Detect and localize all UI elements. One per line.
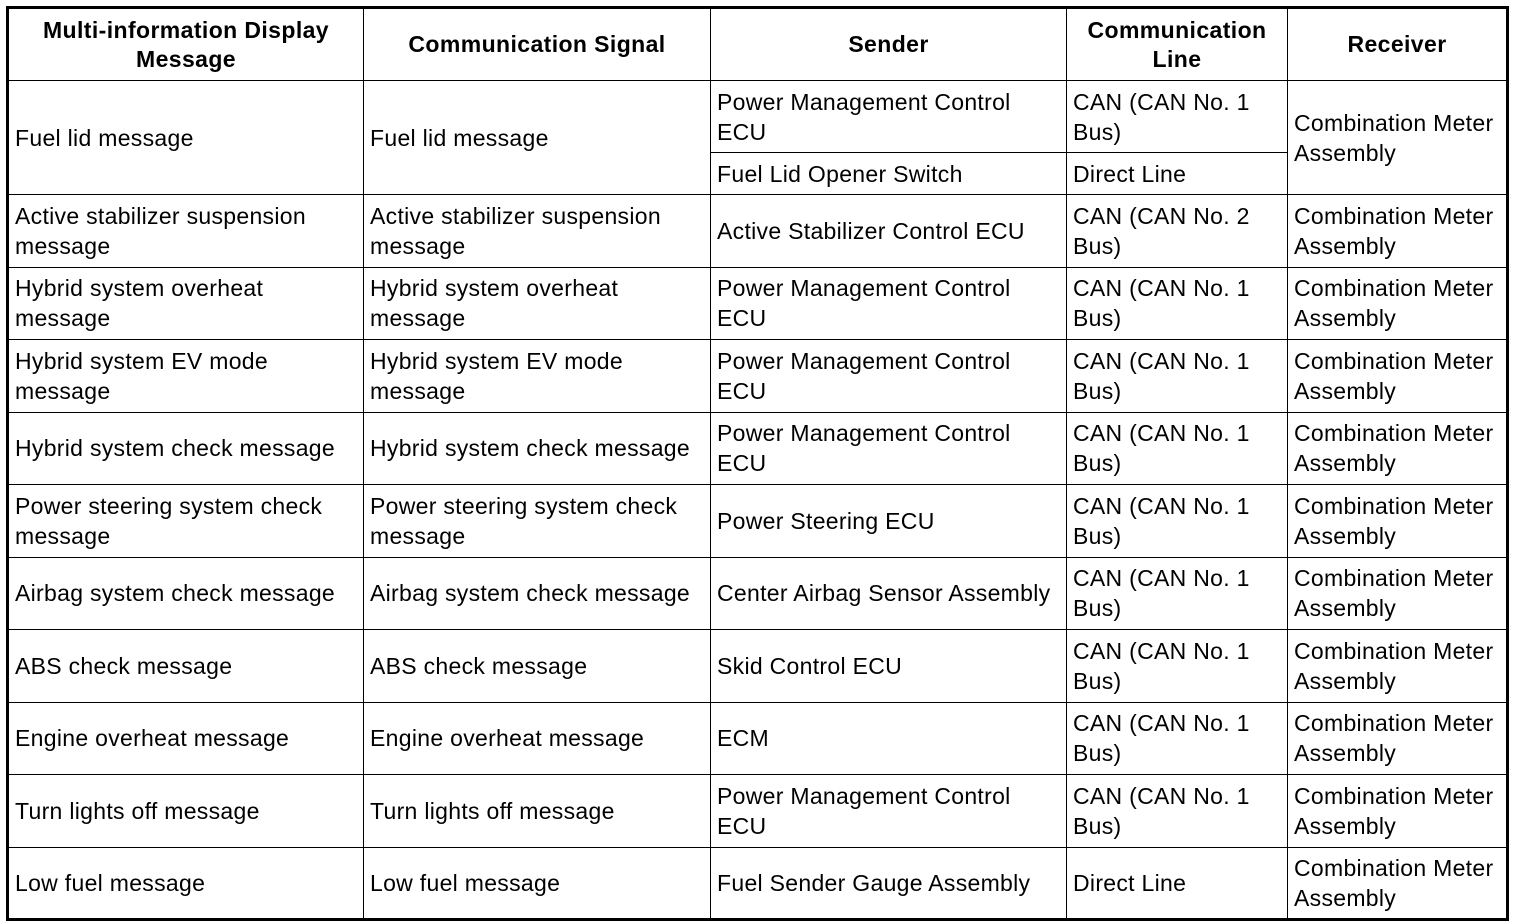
cell-receiver: Combination Meter Assembly (1288, 775, 1508, 848)
cell-sender: Center Airbag Sensor Assembly (711, 557, 1067, 630)
cell-receiver: Combination Meter Assembly (1288, 485, 1508, 558)
cell-message: Airbag system check message (8, 557, 364, 630)
cell-receiver: Combination Meter Assembly (1288, 847, 1508, 920)
cell-line: CAN (CAN No. 1 Bus) (1067, 630, 1288, 703)
cell-sender: Power Management Control ECU (711, 340, 1067, 413)
cell-message: Low fuel message (8, 847, 364, 920)
cell-line: Direct Line (1067, 153, 1288, 195)
cell-signal: Turn lights off message (364, 775, 711, 848)
cell-receiver: Combination Meter Assembly (1288, 81, 1508, 195)
cell-signal: Hybrid system check message (364, 412, 711, 485)
cell-sender: Fuel Sender Gauge Assembly (711, 847, 1067, 920)
table-row (8, 557, 1508, 630)
cell-line: CAN (CAN No. 1 Bus) (1067, 81, 1288, 153)
cell-message: ABS check message (8, 630, 364, 703)
cell-receiver: Combination Meter Assembly (1288, 630, 1508, 703)
cell-message: Engine overheat message (8, 702, 364, 775)
table-row (8, 267, 1508, 340)
header-display-message: Multi-information Display Message (8, 8, 364, 81)
cell-sender: Power Management Control ECU (711, 81, 1067, 153)
cell-message: Hybrid system check message (8, 412, 364, 485)
header-row (8, 8, 1508, 81)
cell-sender: Active Stabilizer Control ECU (711, 195, 1067, 268)
cell-line: CAN (CAN No. 1 Bus) (1067, 775, 1288, 848)
cell-line: CAN (CAN No. 1 Bus) (1067, 485, 1288, 558)
cell-sender: Fuel Lid Opener Switch (711, 153, 1067, 195)
table-row (8, 847, 1508, 920)
cell-message: Fuel lid message (8, 81, 364, 195)
cell-signal: ABS check message (364, 630, 711, 703)
cell-message: Power steering system check message (8, 485, 364, 558)
cell-line: Direct Line (1067, 847, 1288, 920)
cell-signal: Hybrid system EV mode message (364, 340, 711, 413)
cell-signal: Low fuel message (364, 847, 711, 920)
cell-message: Active stabilizer suspension message (8, 195, 364, 268)
cell-receiver: Combination Meter Assembly (1288, 267, 1508, 340)
cell-receiver: Combination Meter Assembly (1288, 412, 1508, 485)
cell-signal: Engine overheat message (364, 702, 711, 775)
cell-line: CAN (CAN No. 1 Bus) (1067, 340, 1288, 413)
cell-signal: Hybrid system overheat message (364, 267, 711, 340)
table-row (8, 340, 1508, 413)
cell-receiver: Combination Meter Assembly (1288, 195, 1508, 268)
cell-line: CAN (CAN No. 1 Bus) (1067, 702, 1288, 775)
header-communication-signal: Communication Signal (364, 8, 711, 81)
cell-sender: Power Steering ECU (711, 485, 1067, 558)
cell-signal: Power steering system check message (364, 485, 711, 558)
table-row (8, 775, 1508, 848)
communication-table (6, 6, 1509, 921)
table-row (8, 630, 1508, 703)
cell-message: Turn lights off message (8, 775, 364, 848)
table-row (8, 81, 1508, 153)
cell-signal: Fuel lid message (364, 81, 711, 195)
cell-line: CAN (CAN No. 2 Bus) (1067, 195, 1288, 268)
header-sender: Sender (711, 8, 1067, 81)
cell-sender: Power Management Control ECU (711, 267, 1067, 340)
cell-message: Hybrid system overheat message (8, 267, 364, 340)
cell-receiver: Combination Meter Assembly (1288, 557, 1508, 630)
cell-message: Hybrid system EV mode message (8, 340, 364, 413)
table-row (8, 702, 1508, 775)
cell-sender: ECM (711, 702, 1067, 775)
header-receiver: Receiver (1288, 8, 1508, 81)
table-row (8, 485, 1508, 558)
cell-signal: Airbag system check message (364, 557, 711, 630)
cell-receiver: Combination Meter Assembly (1288, 702, 1508, 775)
cell-receiver: Combination Meter Assembly (1288, 340, 1508, 413)
cell-sender: Skid Control ECU (711, 630, 1067, 703)
table-row (8, 412, 1508, 485)
cell-line: CAN (CAN No. 1 Bus) (1067, 412, 1288, 485)
table-row (8, 195, 1508, 268)
cell-line: CAN (CAN No. 1 Bus) (1067, 557, 1288, 630)
cell-signal: Active stabilizer suspension message (364, 195, 711, 268)
cell-sender: Power Management Control ECU (711, 775, 1067, 848)
cell-sender: Power Management Control ECU (711, 412, 1067, 485)
header-communication-line: Communication Line (1067, 8, 1288, 81)
cell-line: CAN (CAN No. 1 Bus) (1067, 267, 1288, 340)
